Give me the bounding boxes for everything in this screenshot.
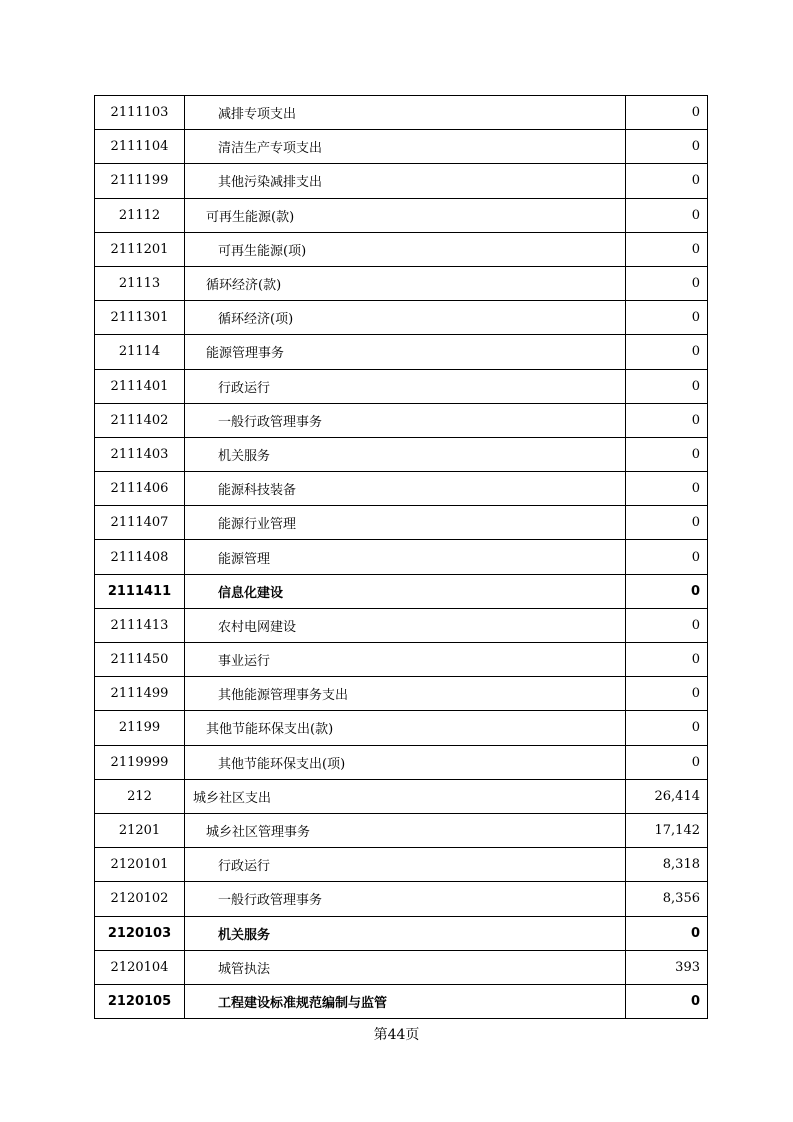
row-code: 2111413	[95, 608, 185, 642]
row-code: 2111499	[95, 677, 185, 711]
row-name: 城管执法	[185, 950, 626, 984]
row-code: 21114	[95, 335, 185, 369]
row-amount: 8,356	[626, 882, 708, 916]
row-code: 2120103	[95, 916, 185, 950]
row-code: 21201	[95, 813, 185, 847]
table-row	[95, 882, 708, 916]
row-code: 2111406	[95, 472, 185, 506]
row-amount: 393	[626, 950, 708, 984]
row-name: 清洁生产专项支出	[185, 130, 626, 164]
row-name: 一般行政管理事务	[185, 403, 626, 437]
table-row	[95, 130, 708, 164]
row-amount: 0	[626, 198, 708, 232]
table-row	[95, 711, 708, 745]
table-row	[95, 506, 708, 540]
row-code: 21113	[95, 266, 185, 300]
table-row	[95, 198, 708, 232]
row-name: 能源行业管理	[185, 506, 626, 540]
row-name: 农村电网建设	[185, 608, 626, 642]
row-name: 循环经济(项)	[185, 301, 626, 335]
row-amount: 26,414	[626, 779, 708, 813]
row-amount: 0	[626, 130, 708, 164]
row-amount: 0	[626, 540, 708, 574]
row-amount: 0	[626, 677, 708, 711]
row-name: 减排专项支出	[185, 96, 626, 130]
table-row	[95, 916, 708, 950]
row-code: 2111103	[95, 96, 185, 130]
table-row	[95, 472, 708, 506]
row-name: 可再生能源(项)	[185, 232, 626, 266]
row-amount: 0	[626, 916, 708, 950]
table-row	[95, 301, 708, 335]
row-name: 其他污染减排支出	[185, 164, 626, 198]
row-name: 可再生能源(款)	[185, 198, 626, 232]
table-row	[95, 643, 708, 677]
row-amount: 0	[626, 403, 708, 437]
row-code: 2111450	[95, 643, 185, 677]
table-row	[95, 96, 708, 130]
table-row	[95, 984, 708, 1018]
row-name: 一般行政管理事务	[185, 882, 626, 916]
row-code: 21199	[95, 711, 185, 745]
table-row	[95, 540, 708, 574]
row-code: 2111402	[95, 403, 185, 437]
table-row	[95, 813, 708, 847]
table-row	[95, 779, 708, 813]
row-code: 2111301	[95, 301, 185, 335]
row-code: 2111104	[95, 130, 185, 164]
row-code: 2111199	[95, 164, 185, 198]
row-amount: 0	[626, 232, 708, 266]
row-name: 能源科技装备	[185, 472, 626, 506]
table-row	[95, 369, 708, 403]
row-code: 2120102	[95, 882, 185, 916]
row-name: 工程建设标准规范编制与监管	[185, 984, 626, 1018]
row-amount: 0	[626, 608, 708, 642]
row-amount: 0	[626, 369, 708, 403]
row-name: 机关服务	[185, 437, 626, 471]
row-name: 城乡社区管理事务	[185, 813, 626, 847]
row-name: 其他节能环保支出(款)	[185, 711, 626, 745]
row-amount: 0	[626, 335, 708, 369]
row-code: 2120101	[95, 848, 185, 882]
row-name: 能源管理	[185, 540, 626, 574]
table-row	[95, 848, 708, 882]
table-row	[95, 403, 708, 437]
page-number: 第44页	[373, 1027, 420, 1043]
row-name: 事业运行	[185, 643, 626, 677]
row-code: 2111407	[95, 506, 185, 540]
row-name: 行政运行	[185, 369, 626, 403]
row-name: 信息化建设	[185, 574, 626, 608]
row-amount: 0	[626, 711, 708, 745]
table-row	[95, 437, 708, 471]
row-amount: 8,318	[626, 848, 708, 882]
row-amount: 0	[626, 437, 708, 471]
table-row	[95, 232, 708, 266]
row-code: 2111408	[95, 540, 185, 574]
table-row	[95, 574, 708, 608]
row-amount: 0	[626, 643, 708, 677]
row-name: 行政运行	[185, 848, 626, 882]
row-name: 能源管理事务	[185, 335, 626, 369]
row-amount: 0	[626, 574, 708, 608]
row-name: 循环经济(款)	[185, 266, 626, 300]
table-row	[95, 950, 708, 984]
row-amount: 0	[626, 96, 708, 130]
row-name: 其他能源管理事务支出	[185, 677, 626, 711]
row-code: 2111201	[95, 232, 185, 266]
row-code: 2111401	[95, 369, 185, 403]
row-amount: 0	[626, 745, 708, 779]
row-code: 2111403	[95, 437, 185, 471]
row-amount: 0	[626, 164, 708, 198]
table-row	[95, 608, 708, 642]
row-amount: 17,142	[626, 813, 708, 847]
row-code: 2119999	[95, 745, 185, 779]
row-amount: 0	[626, 472, 708, 506]
row-amount: 0	[626, 984, 708, 1018]
row-amount: 0	[626, 301, 708, 335]
table-row	[95, 164, 708, 198]
table-row	[95, 677, 708, 711]
budget-table	[94, 95, 708, 1019]
row-name: 机关服务	[185, 916, 626, 950]
row-code: 2120104	[95, 950, 185, 984]
table-row	[95, 266, 708, 300]
row-code: 2120105	[95, 984, 185, 1018]
table-row	[95, 745, 708, 779]
table-row	[95, 335, 708, 369]
row-amount: 0	[626, 266, 708, 300]
budget-table-body	[95, 96, 708, 1019]
row-code: 212	[95, 779, 185, 813]
row-amount: 0	[626, 506, 708, 540]
row-name: 其他节能环保支出(项)	[185, 745, 626, 779]
row-code: 2111411	[95, 574, 185, 608]
row-code: 21112	[95, 198, 185, 232]
row-name: 城乡社区支出	[185, 779, 626, 813]
